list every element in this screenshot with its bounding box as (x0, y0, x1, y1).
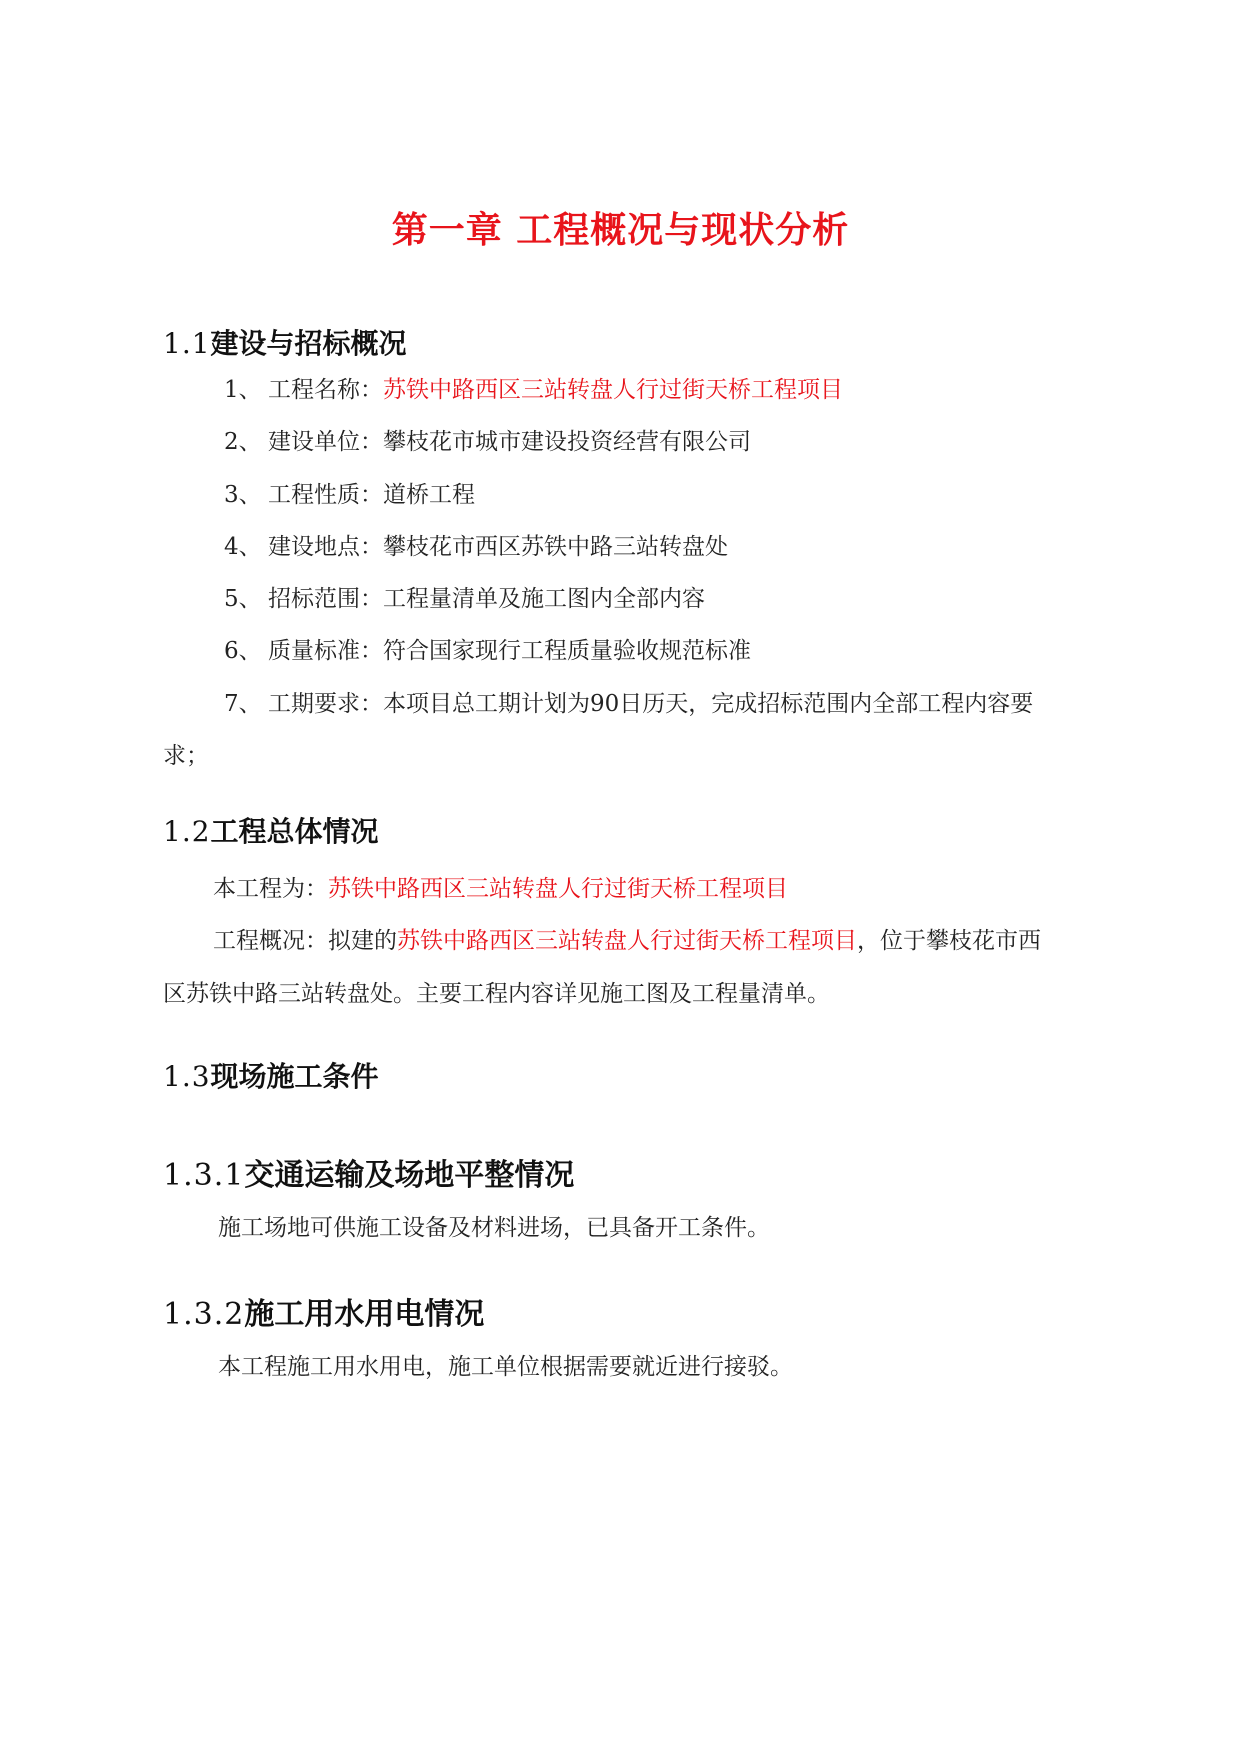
item-value: 攀枝花市城市建设投资经营有限公司 (383, 429, 751, 455)
paragraph-prefix: 本工程为： (213, 876, 328, 902)
list-item (224, 476, 475, 509)
section-heading-1-1 (163, 322, 407, 362)
item-value: 本项目总工期计划为90日历天，完成招标范围内全部工程内容要 (383, 691, 1034, 717)
list-item (224, 685, 1033, 718)
list-item (224, 632, 751, 665)
item-label: 工程性质： (268, 482, 383, 508)
paragraph-overview (213, 922, 1041, 955)
section-title: 施工用水用电情况 (244, 1297, 485, 1332)
section-title: 工程总体情况 (210, 815, 379, 848)
item-label: 建设地点： (268, 534, 383, 560)
section-number: 1.3.1 (163, 1158, 245, 1193)
item-label: 质量标准： (268, 638, 383, 664)
paragraph-utilities: 本工程施工用水用电，施工单位根据需要就近进行接驳。 (218, 1354, 793, 1380)
section-title: 现场施工条件 (210, 1060, 379, 1093)
list-item (224, 371, 843, 404)
section-number: 1.3 (163, 1060, 211, 1093)
project-name-highlight: 苏铁中路西区三站转盘人行过街天桥工程项目 (397, 928, 857, 954)
list-item (224, 580, 705, 613)
paragraph-project (213, 870, 788, 903)
item-index: 7、 (224, 691, 262, 717)
section-heading-1-2 (163, 810, 379, 850)
item-index: 2、 (224, 429, 262, 455)
item-index: 5、 (224, 586, 262, 612)
list-item-continuation: 求； (163, 743, 209, 769)
item-index: 6、 (224, 638, 262, 664)
item-index: 4、 (224, 534, 262, 560)
paragraph-suffix: ，位于攀枝花市西 (857, 928, 1041, 954)
section-title: 交通运输及场地平整情况 (244, 1158, 575, 1193)
list-item (224, 423, 751, 456)
section-number: 1.1 (163, 327, 211, 360)
section-heading-1-3-2 (163, 1289, 484, 1333)
item-index: 3、 (224, 482, 262, 508)
section-heading-1-3-1 (163, 1150, 574, 1194)
item-value: 攀枝花市西区苏铁中路三站转盘处 (383, 534, 728, 560)
project-name-value: 苏铁中路西区三站转盘人行过街天桥工程项目 (383, 377, 843, 403)
paragraph-overview-continuation: 区苏铁中路三站转盘处。主要工程内容详见施工图及工程量清单。 (163, 981, 830, 1007)
item-value: 工程量清单及施工图内全部内容 (383, 586, 705, 612)
section-title: 建设与招标概况 (210, 327, 407, 360)
list-item (224, 528, 728, 561)
paragraph-prefix: 工程概况：拟建的 (213, 928, 397, 954)
chapter-title: 第一章 工程概况与现状分析 (391, 210, 850, 251)
item-index: 1、 (224, 377, 262, 403)
item-value: 符合国家现行工程质量验收规范标准 (383, 638, 751, 664)
section-number: 1.3.2 (163, 1297, 245, 1332)
section-number: 1.2 (163, 815, 211, 848)
item-label: 建设单位： (268, 429, 383, 455)
paragraph-transport: 施工场地可供施工设备及材料进场，已具备开工条件。 (218, 1215, 770, 1241)
item-value: 道桥工程 (383, 482, 475, 508)
item-label: 工程名称： (268, 377, 383, 403)
item-label: 工期要求： (268, 691, 383, 717)
section-heading-1-3 (163, 1055, 379, 1095)
project-name-highlight: 苏铁中路西区三站转盘人行过街天桥工程项目 (328, 876, 788, 902)
item-label: 招标范围： (268, 586, 383, 612)
